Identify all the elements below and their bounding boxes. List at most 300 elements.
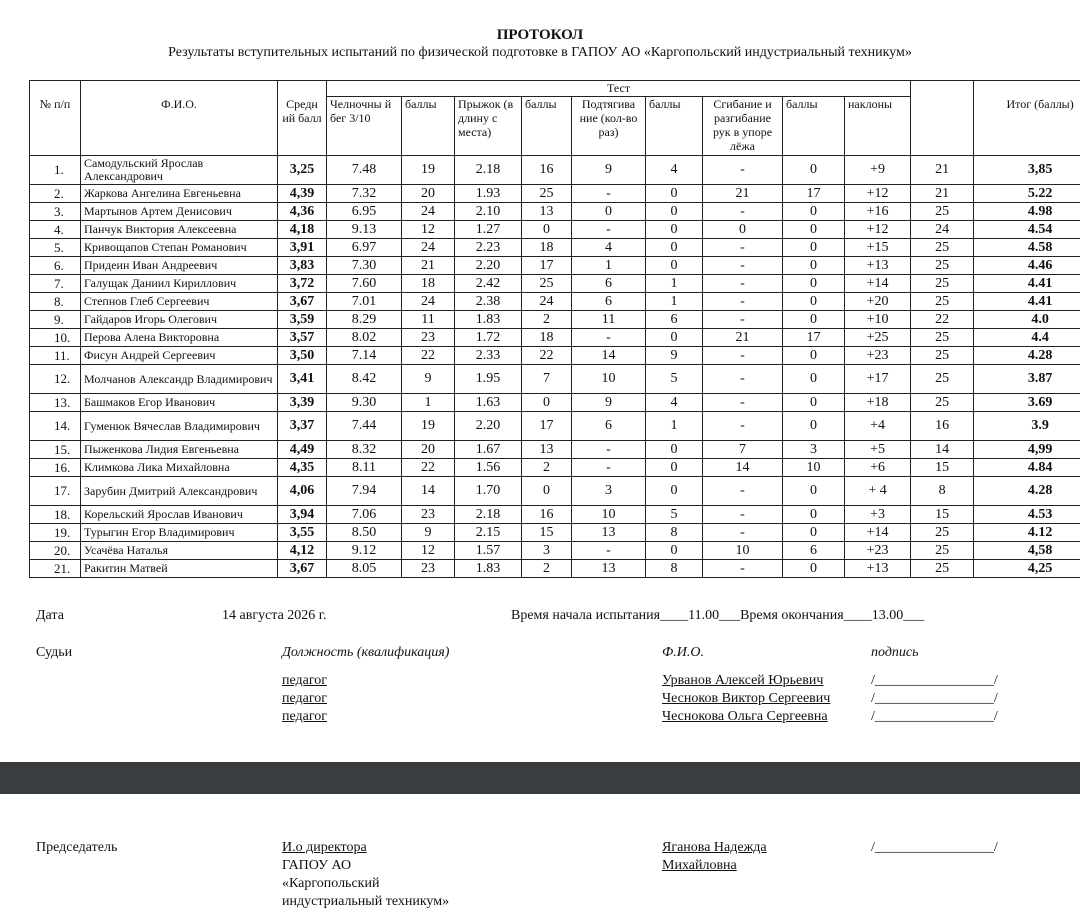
bend-points: 25 (911, 524, 974, 542)
pullup-points: 0 (646, 459, 703, 477)
jump-length: 2.20 (455, 412, 522, 441)
student-name: Самодульский Ярослав Александрович (81, 156, 278, 185)
header-fio: Ф.И.О. (81, 81, 278, 156)
jump-length: 2.23 (455, 239, 522, 257)
average-score: 3,50 (278, 347, 327, 365)
date-value: 14 августа 2026 г. (222, 608, 327, 623)
run-time: 7.01 (327, 293, 402, 311)
average-score: 3,67 (278, 560, 327, 578)
jump-length: 1.67 (455, 441, 522, 459)
pushup-count: - (703, 293, 783, 311)
student-name: Перова Алена Викторовна (81, 329, 278, 347)
table-row (30, 257, 1080, 275)
header-bend-points (911, 97, 974, 156)
position-header: Должность (квалификация) (282, 645, 450, 660)
run-time: 7.48 (327, 156, 402, 185)
bend-result: +14 (845, 524, 911, 542)
jump-points: 25 (522, 185, 572, 203)
total-score: 4.41 (974, 275, 1080, 293)
total-score: 5.22 (974, 185, 1080, 203)
jump-points: 16 (522, 156, 572, 185)
header-run-points: баллы (402, 97, 455, 156)
fio-header: Ф.И.О. (662, 645, 704, 660)
table-row (30, 293, 1080, 311)
student-name: Климкова Лика Михайловна (81, 459, 278, 477)
chair-position-org: «Каргопольский (282, 876, 380, 891)
student-name: Пыженкова Лидия Евгеньевна (81, 441, 278, 459)
header-run: Челночны й бег 3/10 (327, 97, 402, 156)
run-time: 7.06 (327, 506, 402, 524)
run-points: 22 (402, 459, 455, 477)
pushup-points: 0 (783, 221, 845, 239)
row-number: 8. (30, 293, 81, 311)
student-name: Фисун Андрей Сергеевич (81, 347, 278, 365)
bend-result: +13 (845, 257, 911, 275)
pushup-count: - (703, 203, 783, 221)
bend-points: 14 (911, 441, 974, 459)
jump-points: 2 (522, 311, 572, 329)
pushup-count: - (703, 560, 783, 578)
pullup-count: - (572, 329, 646, 347)
pullup-count: 6 (572, 275, 646, 293)
pullup-points: 9 (646, 347, 703, 365)
results-body (30, 156, 1080, 578)
bend-result: +18 (845, 394, 911, 412)
bend-points: 16 (911, 412, 974, 441)
pushup-count: - (703, 412, 783, 441)
student-name: Зарубин Дмитрий Александрович (81, 477, 278, 506)
total-score: 4.98 (974, 203, 1080, 221)
pushup-points: 0 (783, 347, 845, 365)
total-score: 4.54 (974, 221, 1080, 239)
average-score: 3,39 (278, 394, 327, 412)
pushup-count: - (703, 394, 783, 412)
pullup-count: - (572, 221, 646, 239)
pushup-count: - (703, 239, 783, 257)
student-name: Усачёва Наталья (81, 542, 278, 560)
row-number: 12. (30, 365, 81, 394)
total-score: 4.0 (974, 311, 1080, 329)
total-score: 4.58 (974, 239, 1080, 257)
row-number: 21. (30, 560, 81, 578)
pushup-points: 6 (783, 542, 845, 560)
pushup-points: 17 (783, 185, 845, 203)
bend-result: +20 (845, 293, 911, 311)
sign-header: подпись (871, 645, 919, 660)
jump-points: 24 (522, 293, 572, 311)
jump-points: 0 (522, 394, 572, 412)
run-points: 24 (402, 203, 455, 221)
bend-points: 25 (911, 203, 974, 221)
run-time: 7.32 (327, 185, 402, 203)
pushup-count: 10 (703, 542, 783, 560)
run-points: 20 (402, 441, 455, 459)
pushup-points: 0 (783, 506, 845, 524)
bend-points: 25 (911, 560, 974, 578)
total-score: 4.12 (974, 524, 1080, 542)
bend-points: 24 (911, 221, 974, 239)
average-score: 3,59 (278, 311, 327, 329)
pullup-points: 0 (646, 477, 703, 506)
run-points: 11 (402, 311, 455, 329)
run-time: 7.44 (327, 412, 402, 441)
student-name: Мартынов Артем Денисович (81, 203, 278, 221)
pullup-count: 4 (572, 239, 646, 257)
jump-length: 2.33 (455, 347, 522, 365)
pullup-count: 1 (572, 257, 646, 275)
pullup-points: 8 (646, 524, 703, 542)
row-number: 1. (30, 156, 81, 185)
chair-name: Яганова Надежда (662, 840, 767, 855)
judge-signature: /_________________/ (871, 673, 998, 688)
student-name: Башмаков Егор Иванович (81, 394, 278, 412)
average-score: 4,39 (278, 185, 327, 203)
bend-result: +6 (845, 459, 911, 477)
run-time: 8.42 (327, 365, 402, 394)
pushup-count: 0 (703, 221, 783, 239)
pushup-points: 0 (783, 524, 845, 542)
student-name: Корельский Ярослав Иванович (81, 506, 278, 524)
jump-points: 18 (522, 329, 572, 347)
pushup-points: 0 (783, 560, 845, 578)
run-points: 12 (402, 221, 455, 239)
page-subtitle: Результаты вступительных испытаний по физической подготовке в ГАПОУ АО «Каргопольский индустриальный техникум» (168, 45, 912, 60)
pullup-points: 0 (646, 239, 703, 257)
chair-position: И.о директора (282, 840, 367, 855)
jump-length: 2.20 (455, 257, 522, 275)
jump-points: 17 (522, 412, 572, 441)
pullup-count: 14 (572, 347, 646, 365)
run-points: 19 (402, 156, 455, 185)
total-score: 3.69 (974, 394, 1080, 412)
average-score: 3,72 (278, 275, 327, 293)
header-pushup: Сгибание и разгибание рук в упоре лёжа (703, 97, 783, 156)
judge-position: педагог (282, 673, 327, 688)
row-number: 2. (30, 185, 81, 203)
run-points: 19 (402, 412, 455, 441)
bend-result: +3 (845, 506, 911, 524)
average-score: 4,06 (278, 477, 327, 506)
table-row (30, 185, 1080, 203)
bend-result: + 4 (845, 477, 911, 506)
bend-points: 22 (911, 311, 974, 329)
row-number: 14. (30, 412, 81, 441)
jump-points: 0 (522, 221, 572, 239)
pushup-count: - (703, 477, 783, 506)
bend-points: 25 (911, 542, 974, 560)
bend-result: +5 (845, 441, 911, 459)
total-score: 4,58 (974, 542, 1080, 560)
pushup-count: - (703, 156, 783, 185)
time-line: Время начала испытания____11.00___Время окончания____13.00___ (511, 608, 925, 623)
bend-points: 25 (911, 239, 974, 257)
header-total: Итог (баллы) (974, 81, 1080, 156)
jump-length: 1.27 (455, 221, 522, 239)
bend-points: 8 (911, 477, 974, 506)
average-score: 3,83 (278, 257, 327, 275)
table-row (30, 311, 1080, 329)
average-score: 4,35 (278, 459, 327, 477)
average-score: 4,49 (278, 441, 327, 459)
bend-result: +16 (845, 203, 911, 221)
bend-points: 25 (911, 257, 974, 275)
pullup-count: 10 (572, 506, 646, 524)
jump-points: 13 (522, 203, 572, 221)
jump-length: 1.57 (455, 542, 522, 560)
bend-result: +15 (845, 239, 911, 257)
run-time: 6.95 (327, 203, 402, 221)
pushup-count: - (703, 257, 783, 275)
table-row (30, 506, 1080, 524)
header-pullup-points: баллы (646, 97, 703, 156)
pullup-points: 8 (646, 560, 703, 578)
average-score: 4,36 (278, 203, 327, 221)
total-score: 3,85 (974, 156, 1080, 185)
row-number: 13. (30, 394, 81, 412)
row-number: 5. (30, 239, 81, 257)
student-name: Придеин Иван Андреевич (81, 257, 278, 275)
student-name: Жаркова Ангелина Евгеньевна (81, 185, 278, 203)
bend-points: 25 (911, 394, 974, 412)
run-time: 8.11 (327, 459, 402, 477)
jump-length: 2.38 (455, 293, 522, 311)
average-score: 3,57 (278, 329, 327, 347)
pushup-count: - (703, 347, 783, 365)
table-row (30, 459, 1080, 477)
table-row (30, 221, 1080, 239)
row-number: 11. (30, 347, 81, 365)
pullup-count: 10 (572, 365, 646, 394)
header-pullup: Подтягива ние (кол-во раз) (572, 97, 646, 156)
pullup-points: 1 (646, 293, 703, 311)
total-score: 4.46 (974, 257, 1080, 275)
chair-name: Михайловна (662, 858, 737, 873)
pushup-points: 17 (783, 329, 845, 347)
jump-points: 0 (522, 477, 572, 506)
judge-position: педагог (282, 691, 327, 706)
run-time: 8.29 (327, 311, 402, 329)
jump-length: 1.63 (455, 394, 522, 412)
row-number: 9. (30, 311, 81, 329)
run-time: 9.13 (327, 221, 402, 239)
run-points: 23 (402, 560, 455, 578)
pushup-points: 10 (783, 459, 845, 477)
run-time: 8.32 (327, 441, 402, 459)
table-row (30, 329, 1080, 347)
run-points: 23 (402, 329, 455, 347)
pushup-count: - (703, 365, 783, 394)
student-name: Молчанов Александр Владимирович (81, 365, 278, 394)
table-row (30, 394, 1080, 412)
average-score: 4,18 (278, 221, 327, 239)
jump-points: 3 (522, 542, 572, 560)
pushup-count: - (703, 506, 783, 524)
table-row (30, 156, 1080, 185)
header-pushup-points: баллы (783, 97, 845, 156)
judge-name: Чесноков Виктор Сергеевич (662, 691, 831, 706)
bend-result: +23 (845, 347, 911, 365)
pushup-points: 0 (783, 412, 845, 441)
run-points: 1 (402, 394, 455, 412)
pushup-points: 0 (783, 239, 845, 257)
pullup-count: 0 (572, 203, 646, 221)
run-time: 7.60 (327, 275, 402, 293)
row-number: 6. (30, 257, 81, 275)
header-avg: Средн ий балл (278, 81, 327, 156)
bend-result: +9 (845, 156, 911, 185)
bend-result: +17 (845, 365, 911, 394)
chair-label: Председатель (36, 840, 118, 855)
run-time: 9.30 (327, 394, 402, 412)
run-time: 8.05 (327, 560, 402, 578)
student-name: Кривощапов Степан Романович (81, 239, 278, 257)
pullup-count: 11 (572, 311, 646, 329)
pullup-count: - (572, 542, 646, 560)
jump-points: 16 (522, 506, 572, 524)
jump-length: 1.93 (455, 185, 522, 203)
jump-points: 25 (522, 275, 572, 293)
student-name: Гуменюк Вячеслав Владимирович (81, 412, 278, 441)
page-title: ПРОТОКОЛ (496, 27, 584, 43)
run-points: 14 (402, 477, 455, 506)
run-points: 9 (402, 524, 455, 542)
pullup-points: 1 (646, 275, 703, 293)
total-score: 3.87 (974, 365, 1080, 394)
pushup-points: 3 (783, 441, 845, 459)
average-score: 4,12 (278, 542, 327, 560)
bend-result: +12 (845, 185, 911, 203)
jump-length: 2.18 (455, 156, 522, 185)
jump-points: 7 (522, 365, 572, 394)
pushup-points: 0 (783, 257, 845, 275)
row-number: 3. (30, 203, 81, 221)
average-score: 3,41 (278, 365, 327, 394)
pushup-count: 14 (703, 459, 783, 477)
table-row (30, 524, 1080, 542)
total-score: 4,99 (974, 441, 1080, 459)
bend-result: +12 (845, 221, 911, 239)
jump-points: 13 (522, 441, 572, 459)
pullup-count: - (572, 459, 646, 477)
date-label: Дата (36, 608, 64, 623)
pullup-points: 0 (646, 185, 703, 203)
table-row (30, 412, 1080, 441)
run-points: 21 (402, 257, 455, 275)
row-number: 15. (30, 441, 81, 459)
jump-length: 1.83 (455, 560, 522, 578)
jump-points: 15 (522, 524, 572, 542)
row-number: 19. (30, 524, 81, 542)
chair-signature: /_________________/ (871, 840, 998, 855)
table-row (30, 560, 1080, 578)
table-row (30, 441, 1080, 459)
pushup-points: 0 (783, 365, 845, 394)
judge-name: Урванов Алексей Юрьевич (662, 673, 824, 688)
bend-result: +14 (845, 275, 911, 293)
run-time: 8.02 (327, 329, 402, 347)
pullup-points: 4 (646, 156, 703, 185)
total-score: 4.41 (974, 293, 1080, 311)
table-row (30, 365, 1080, 394)
header-test: Тест (327, 81, 911, 97)
average-score: 3,55 (278, 524, 327, 542)
pullup-count: 6 (572, 412, 646, 441)
judge-signature: /_________________/ (871, 709, 998, 724)
run-time: 7.94 (327, 477, 402, 506)
student-name: Гайдаров Игорь Олегович (81, 311, 278, 329)
pushup-points: 0 (783, 275, 845, 293)
bend-points: 25 (911, 293, 974, 311)
pullup-count: 9 (572, 394, 646, 412)
average-score: 3,91 (278, 239, 327, 257)
total-score: 4.53 (974, 506, 1080, 524)
chair-position-org: ГАПОУ АО (282, 858, 352, 873)
total-score: 3.9 (974, 412, 1080, 441)
page-separator (0, 762, 1080, 794)
student-name: Галущак Даниил Кириллович (81, 275, 278, 293)
row-number: 4. (30, 221, 81, 239)
student-name: Ракитин Матвей (81, 560, 278, 578)
total-score: 4.28 (974, 477, 1080, 506)
jump-length: 1.83 (455, 311, 522, 329)
pullup-points: 0 (646, 257, 703, 275)
table-row (30, 347, 1080, 365)
bend-result: +4 (845, 412, 911, 441)
total-score: 4,25 (974, 560, 1080, 578)
run-points: 12 (402, 542, 455, 560)
pushup-count: - (703, 275, 783, 293)
student-name: Панчук Виктория Алексеевна (81, 221, 278, 239)
jump-length: 2.15 (455, 524, 522, 542)
bend-result: +13 (845, 560, 911, 578)
run-points: 24 (402, 293, 455, 311)
pushup-points: 0 (783, 477, 845, 506)
bend-points: 15 (911, 506, 974, 524)
pushup-points: 0 (783, 311, 845, 329)
bend-points: 25 (911, 347, 974, 365)
student-name: Турыгин Егор Владимирович (81, 524, 278, 542)
header-jump: Прыжок (в длину с места) (455, 97, 522, 156)
run-time: 9.12 (327, 542, 402, 560)
jump-length: 2.10 (455, 203, 522, 221)
bend-points: 15 (911, 459, 974, 477)
run-points: 22 (402, 347, 455, 365)
pullup-count: - (572, 185, 646, 203)
bend-result: +10 (845, 311, 911, 329)
row-number: 17. (30, 477, 81, 506)
row-number: 18. (30, 506, 81, 524)
pushup-count: 21 (703, 329, 783, 347)
pullup-count: 13 (572, 560, 646, 578)
pullup-count: - (572, 441, 646, 459)
next-page (0, 794, 1080, 920)
row-number: 20. (30, 542, 81, 560)
judges-label: Судьи (36, 645, 73, 660)
run-points: 9 (402, 365, 455, 394)
pushup-count: 7 (703, 441, 783, 459)
jump-length: 1.95 (455, 365, 522, 394)
row-number: 16. (30, 459, 81, 477)
pullup-points: 0 (646, 441, 703, 459)
jump-points: 2 (522, 560, 572, 578)
student-name: Степнов Глеб Сергеевич (81, 293, 278, 311)
jump-length: 2.18 (455, 506, 522, 524)
bend-points: 21 (911, 156, 974, 185)
average-score: 3,37 (278, 412, 327, 441)
pushup-count: 21 (703, 185, 783, 203)
table-row (30, 542, 1080, 560)
pullup-points: 0 (646, 221, 703, 239)
